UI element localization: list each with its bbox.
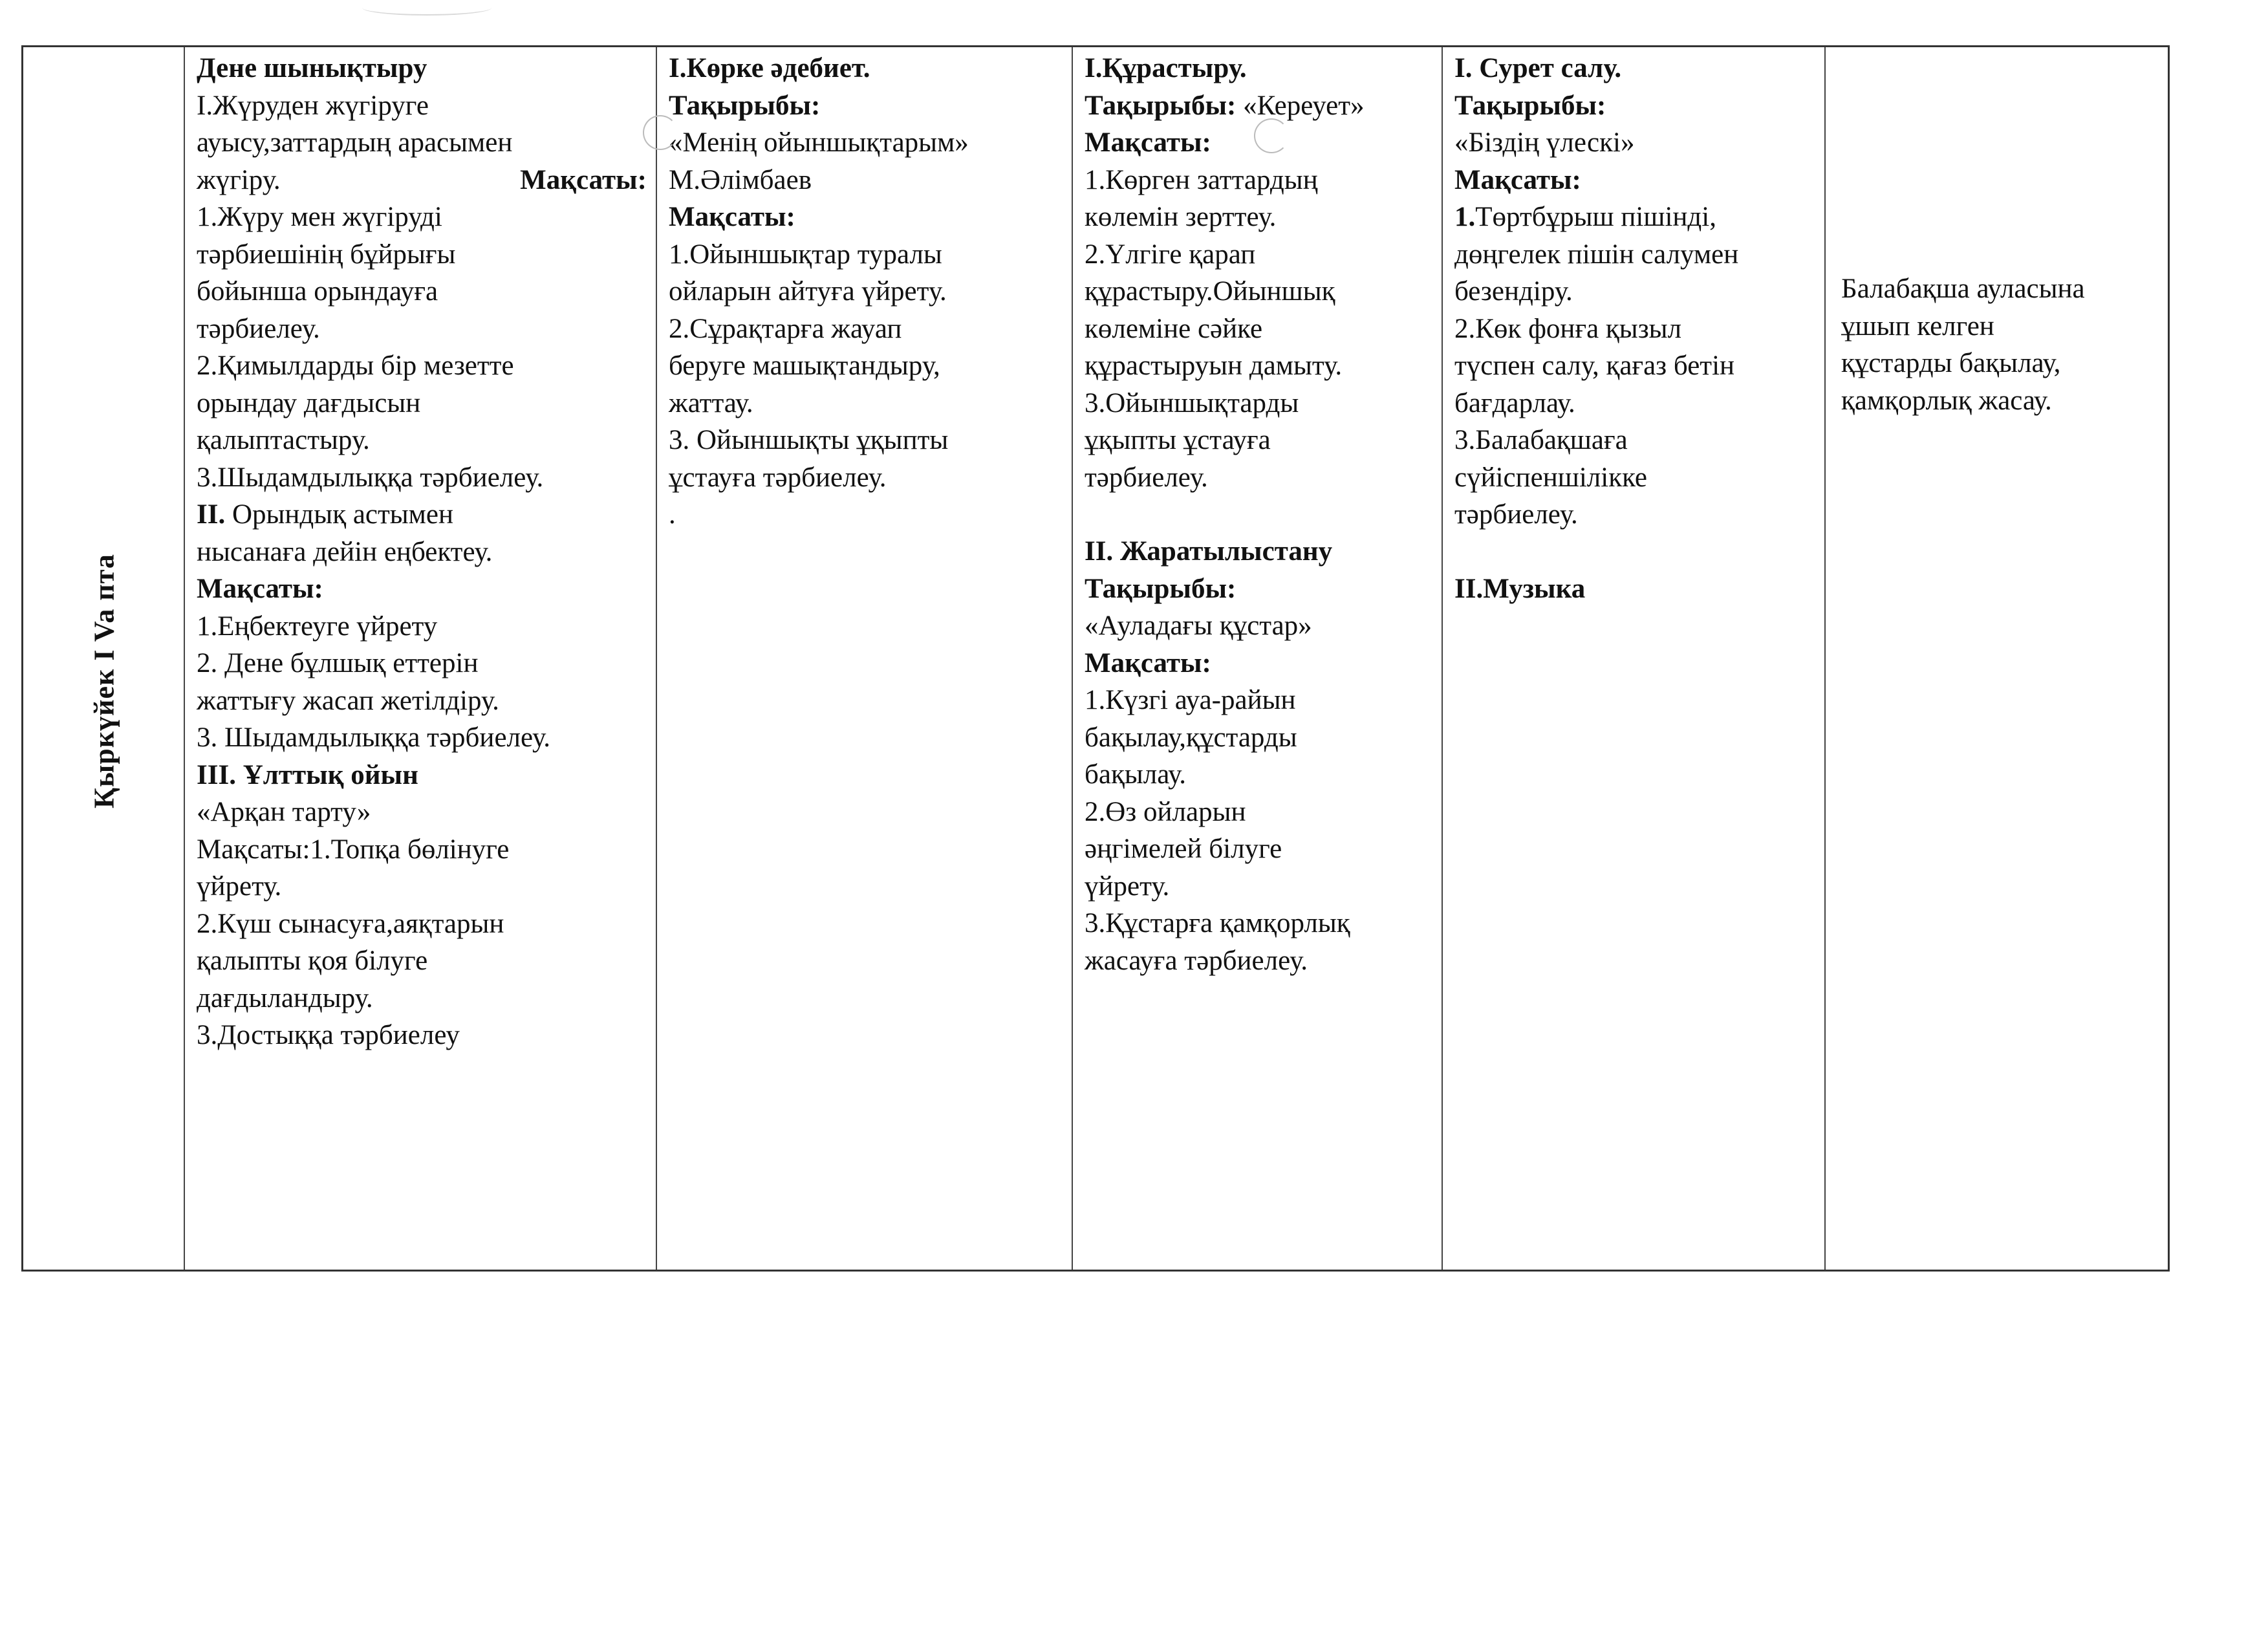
text-line: бойынша орындауға (197, 276, 438, 307)
text-line: жаттығу жасап жетілдіру. (197, 685, 499, 716)
drawing-music-text (1454, 50, 1815, 607)
text-line: ұқыпты ұстауға (1085, 425, 1271, 455)
literature-text (669, 50, 1063, 534)
text-line: дағдыландыру. (197, 982, 373, 1013)
topic-heading: Тақырыбы: (669, 90, 821, 121)
text-line: «Ауладағы құстар» (1085, 611, 1312, 641)
text-line: безендіру. (1454, 276, 1573, 307)
subject-title: Дене шынықтыру (197, 53, 427, 83)
text-line: жаттау. (669, 387, 753, 418)
scan-smudge (1254, 118, 1289, 153)
text-line: 2.Күш сынасуға,аяқтарын (197, 908, 504, 939)
goal-heading: Мақсаты: (520, 164, 647, 195)
topic-heading: Тақырыбы: (1454, 90, 1606, 121)
text-line: құрастыруын дамыту. (1085, 351, 1343, 381)
subject-title: ІІ.Музыка (1454, 573, 1586, 604)
text-line: қамқорлық жасау. (1841, 385, 2052, 416)
text-line: тәрбиелеу. (1454, 499, 1578, 530)
text-line: жасауға тәрбиелеу. (1085, 945, 1308, 976)
text-line: 3. Ойыншықты ұқыпты (669, 425, 949, 455)
text-line: құрастыру.Ойыншық (1085, 276, 1335, 307)
goal-heading: Мақсаты: (1085, 127, 1211, 158)
weekly-plan-table (21, 45, 2170, 1272)
week-label: Қыркүйек I Va пта (88, 554, 120, 808)
text-line: қалыптастыру. (197, 425, 370, 455)
section-heading: ІІІ. Ұлттық ойын (197, 759, 418, 790)
text-line: 3.Достыққа тәрбиелеу (197, 1020, 460, 1050)
text-fragment: «Кереует» (1236, 90, 1365, 121)
subject-title: І.Көрке әдебиет. (669, 53, 870, 83)
text-line: нысанаға дейін еңбектеу. (197, 536, 493, 567)
text-line: «Арқан тарту» (197, 797, 371, 827)
text-line: 2. Дене бұлшық еттерін (197, 648, 479, 678)
text-line: 1.Еңбектеуге үйрету (197, 611, 438, 642)
goal-heading: Мақсаты: (669, 202, 795, 232)
text-line: 2.Сұрақтарға жауап (669, 313, 902, 344)
text-line: 2.Көк фонға қызыл (1454, 313, 1682, 344)
text-line: қалыпты қоя білуге (197, 946, 428, 976)
text-line (1454, 199, 1815, 236)
section-number: ІІ. (197, 499, 226, 530)
subject-title: І. Сурет салу. (1454, 53, 1622, 83)
goal-heading: Мақсаты: (1454, 164, 1581, 195)
text-line: 2.Үлгіге қарап (1085, 239, 1256, 270)
scan-smudge (643, 115, 678, 150)
text-line: көлеміне сәйке (1085, 313, 1263, 344)
week-column (23, 47, 185, 1270)
text-line: көлемін зерттеу. (1085, 202, 1277, 232)
text-line: беруге машықтандыру, (669, 351, 940, 381)
walk-activity-text (1841, 270, 2163, 419)
text-line: 3.Ойыншықтарды (1085, 387, 1299, 418)
topic-heading: Тақырыбы: (1085, 90, 1237, 121)
text-line: М.Әлімбаев (669, 164, 812, 195)
text-line: Балабақша ауласына (1841, 274, 2085, 304)
text-line: үйрету. (197, 871, 282, 902)
physical-education-text (197, 50, 647, 1054)
text-fragment: Орындық астымен (225, 499, 453, 530)
text-line: бақылау. (1085, 759, 1187, 790)
text-line: 1.Күзгі ауа-райын (1085, 685, 1296, 715)
goal-heading: Мақсаты: (1085, 647, 1211, 678)
text-line: ойларын айтуға үйрету. (669, 276, 947, 307)
text-line (197, 496, 647, 534)
walk-activity-cell (1826, 47, 2172, 1270)
scan-edge (362, 0, 491, 16)
text-line (1085, 87, 1432, 125)
drawing-music-cell (1443, 47, 1826, 1270)
text-line (197, 162, 647, 199)
text-line: 3.Балабақшаға (1454, 425, 1628, 455)
text-line: тәрбиелеу. (1085, 462, 1208, 493)
subject-title: ІІ. Жаратылыстану (1085, 536, 1333, 567)
text-line: үйрету. (1085, 871, 1170, 902)
text-line: сүйіспеншілікке (1454, 462, 1647, 493)
physical-education-cell (185, 47, 657, 1270)
text-line: Мақсаты:1.Топқа бөлінуге (197, 834, 510, 865)
text-line: 1.Жүру мен жүгіруді (197, 202, 442, 232)
text-line: І.Жүруден жүгіруге (197, 90, 429, 121)
text-line: дөңгелек пішін салумен (1454, 239, 1739, 270)
text-line: бақылау,құстарды (1085, 722, 1297, 753)
construction-nature-text (1085, 50, 1432, 979)
spacer (1454, 534, 1815, 570)
text-line: түспен салу, қағаз бетін (1454, 351, 1735, 381)
text-line: ұстауға тәрбиелеу. (669, 462, 887, 493)
section-number: 1. (1454, 202, 1476, 232)
text-line: 3.Шыдамдылыққа тәрбиелеу. (197, 462, 544, 493)
text-line: әңгімелей білуге (1085, 834, 1282, 864)
text-line: ауысу,заттардың арасымен (197, 127, 513, 158)
text-line: 2.Қимылдарды бір мезетте (197, 351, 514, 381)
text-line: орындау дағдысын (197, 387, 421, 418)
text-fragment: жүгіру. (197, 164, 281, 195)
text-line: 2.Өз ойларын (1085, 796, 1246, 827)
text-line: 3.Құстарға қамқорлық (1085, 908, 1350, 938)
text-line: 1.Көрген заттардың (1085, 164, 1318, 195)
goal-heading: Мақсаты: (197, 574, 323, 604)
text-line: бағдарлау. (1454, 387, 1575, 418)
text-line: ұшып келген (1841, 310, 1994, 341)
text-fragment: Төртбұрыш пішінді, (1475, 202, 1716, 232)
text-line: тәрбиелеу. (197, 313, 320, 344)
text-line: 1.Ойыншықтар туралы (669, 239, 942, 270)
text-line: «Менің ойыншықтарым» (669, 127, 969, 158)
construction-nature-cell (1073, 47, 1443, 1270)
text-line: құстарды бақылау, (1841, 348, 2061, 378)
text-line: «Біздің үлескі» (1454, 127, 1635, 158)
topic-heading: Тақырыбы: (1085, 573, 1237, 604)
text-line: . (669, 499, 676, 530)
spacer (1085, 496, 1432, 533)
subject-title: І.Құрастыру. (1085, 53, 1247, 83)
literature-cell (657, 47, 1073, 1270)
text-line: тәрбиешінің бұйрығы (197, 239, 456, 270)
text-line: 3. Шыдамдылыққа тәрбиелеу. (197, 722, 550, 753)
